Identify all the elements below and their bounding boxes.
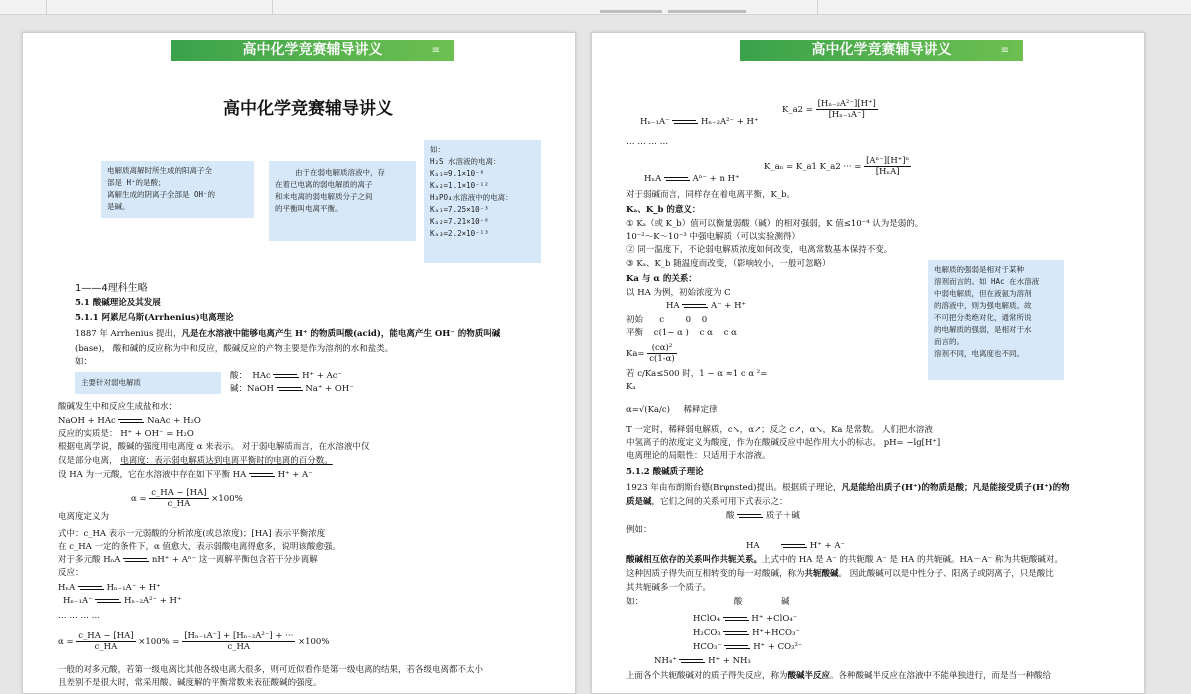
paragraph-line: 一般的对多元酸，若第一级电离比其他各级电离大很多，则可近似看作是第一级电离的结果，若各级电离都不太小 [58,665,484,675]
subsubsection-heading: 5.1.2 酸碱质子理论 [626,467,704,477]
table-row: 平衡 c(1− α ) c α c α [626,328,737,338]
equilibrium-arrow [672,119,698,125]
formula-ka: Ka= $\frac{\text{(cα)²}}{c(1-\alpha)}$ [626,343,675,364]
subsection-heading: 5.1 酸碱理论及其发展 [75,298,161,308]
equilibrium-arrow [723,616,749,622]
subsection-heading: Kₐ、K_b 的意义： [626,205,701,215]
formula-multibasic-ionization: α = $\frac{c\_HA - [HA]}{c\_HA}$ ×100% = $\frac{\text{[Hₙ₋₁A⁻] + [Hₙ₋₂A²⁻] + ···}}{c\_HA}$ ×100% [58,631,330,652]
margin-note-ionization-equilibrium: 由于在弱电解质溶液中，存 在着已电离的弱电解质的离子 和未电离的弱电解质分子之间 的平衡叫电离平衡。 [269,161,416,241]
paragraph-line: 以 HA 为例，初始浓度为 C [626,288,731,298]
banner-title: 高中化学竞赛辅导讲义 [242,42,383,58]
equation-step-1: HₙA Hₙ₋₁A⁻ + H⁺ [58,583,161,593]
paragraph-line: 酸碱发生中和反应生成盐和水： [58,402,178,412]
subsubsection-heading: 5.1.1 阿累尼乌斯(Arrhenius)电离理论 [75,313,234,323]
paragraph-line: 反应： [58,568,84,578]
equilibrium-arrow [78,585,104,591]
paragraph-line: 1887 年 Arrhenius 提出，凡是在水溶液中能够电离产生 H⁺ 的物质叫酸(acid)，能电离产生 OH⁻ 的物质叫碱 [75,329,501,339]
paragraph-line: 电离理论的局限性：只适用于水溶液。 [626,451,771,461]
equilibrium-arrow [123,557,149,563]
table-header: 如： 酸 碱 [626,597,790,607]
formula-dilution-law: α=√(Ka/c) 稀释定律 [626,405,718,415]
toolbar-indicator [668,10,746,13]
paragraph-line: 设 HA 为一元酸，它在水溶液中存在如下平衡 HA H⁺ + A⁻ [58,470,313,480]
equilibrium-arrow [737,513,763,519]
equation-base: 碱：NaOH Na⁺ + OH⁻ [230,384,354,394]
equilibrium-arrow [682,303,708,309]
paragraph-line: 酸碱相互依存的关系叫作共轭关系。上式中的 HA 是 A⁻ 的共轭酸 A⁻ 是 HA 的共轭碱。HA－A⁻ 称为共轭酸碱对。 [626,555,1063,565]
equilibrium-arrow [723,630,749,636]
paragraph-line: 仅是部分电离， 电离度：表示弱电解质达到电离平衡时的电离的百分数。 [58,456,333,466]
menu-icon: ≡ [1000,45,1009,56]
equilibrium-arrow [118,418,144,424]
page-title: 高中化学竞赛辅导讲义 [223,99,393,119]
paragraph-line: 式中：c_HA 表示一元弱酸的分析浓度(或总浓度)；[HA] 表示平衡浓度 [58,529,326,539]
formula-ka2: K_a2 = $\frac{\text{[Hₙ₋₂A²⁻][H⁺]}}{\text{[Hₙ₋₁A⁻]}}$ [782,99,876,120]
paragraph-line: 上面各个共轭酸碱对的质子得失反应，称为酸碱半反应。各种酸碱半反应在溶液中不能单独进行，而是当一种酸给 [626,671,1052,681]
equation-acid: 酸： HAc H⁺ + Ac⁻ [230,371,342,381]
equilibrium-arrow [273,373,299,379]
equilibrium-arrow [724,644,750,650]
paragraph-line: 反应的实质是： H⁺ + OH⁻ = H₂O [58,429,194,439]
toolbar-section[interactable] [46,0,273,14]
equilibrium-arrow [95,598,121,604]
paragraph-line: 对于多元酸 HₙA nH⁺ + Aⁿ⁻ 这一离解平衡包含若干分步离解 [58,555,318,565]
paragraph-line: 对于弱碱而言，同样存在着电离平衡，K_b。 [626,190,796,200]
equilibrium-arrow [277,386,303,392]
equation-row: H₂CO₃ H⁺+HCO₃⁻ [693,628,800,638]
paragraph-line: ③ Kₐ、K_b 随温度而改变，（影响较小，一般可忽略） [626,259,831,269]
margin-note-acid-definition: 电解质离解时所生成的阳离子全 部是 H⁺的是酸； 离解生成的阴离子全部是 OH⁻的 是碱。 [101,161,254,218]
table-row: 初始 c 0 0 [626,315,708,325]
paragraph-line: ① Kₐ（或 K_b）值可以衡量弱酸（碱）的相对强弱，K 值≤10⁻⁴ 认为是弱的。 [626,219,924,229]
page-header-banner [740,40,1023,61]
page-header-banner [171,40,454,61]
ellipsis: … … … … [626,137,669,147]
equation-row: HCO₃⁻ H⁺ + CO₃²⁻ [693,642,803,652]
equilibrium-arrow [781,543,807,549]
equation-step-2: Hₙ₋₁A⁻ Hₙ₋₂A²⁻ + H⁺ [640,117,759,127]
paragraph-line: 1923 年由布朗斯台德(Brφnsted)提出。根据质子理论，凡是能给出质子(H⁺)的物质是酸；凡是能接受质子(H⁺)的物 [626,483,1070,493]
equilibrium-arrow [664,176,690,182]
equation-row: HClO₄ H⁺ +ClO₄⁻ [693,614,798,624]
paragraph-line: 如： [75,357,93,367]
paragraph-line: 在 c_HA 一定的条件下，α 值愈大，表示弱酸电离得愈多，说明该酸愈强。 [58,542,341,552]
equation-overall: HₙA Aⁿ⁻ + n H⁺ [644,174,740,184]
top-toolbar [0,0,1191,15]
margin-note-ionization-constants: 如： H₂S 水溶液的电离： Kₐ₁=9.1×10⁻⁸ Kₐ₂=1.1×10⁻¹² H₃PO₄水溶液中的电离： Kₐ₁=7.25×10⁻³ Kₐ₂=7.21×10⁻⁸ Kₐ₃=2.2×10⁻¹³ [424,140,541,263]
formula-ionization-degree: α = $\frac{c\_HA - [HA]}{c\_HA}$ ×100% [131,488,243,509]
paragraph-line: 10⁻²～K～10⁻³ 中强电解质（可以实验测得） [626,232,800,242]
equation-ha-example: HA H⁺ + A⁻ [746,541,845,551]
paragraph-line: 电离度定义为 [58,512,110,522]
paragraph-line: 中氢离子的浓度定义为酸度，作为在酸碱反应中起作用大小的标志。 pH= −lg[H⁺] [626,438,941,448]
menu-icon: ≡ [431,45,440,56]
equation-proton: 酸 质子＋碱 [726,511,800,521]
equation-neutralization: NaOH + HAc NaAc + H₂O [58,416,201,426]
formula-kan: K_aₙ = K_a1 K_a2 ··· = $\frac{\text{[Aⁿ⁻][H⁺]ⁿ}}{\text{[HₙA]}}$ [764,156,910,177]
paragraph-line: T 一定时，稀释弱电解质，c↘，α↗；反之 c↗，α↘，Ka 是常数。 人们把水溶液 [626,425,933,435]
paragraph-line: 这种因质子得失而互相转变的每一对酸碱，称为共轭酸碱。 因此酸碱可以是中性分子、阳离子或阴离子，只是酸比 [626,569,1054,579]
paragraph-line: 且差别不是很大时，常采用酸、碱度解的平衡常数来表征酸碱的强度。 [58,678,322,688]
equilibrium-arrow [249,472,275,478]
subsection-heading: Ka 与 α 的关系： [626,274,697,284]
paragraph-line: 若 c/Ka≤500 时，1 − α ≈1 c α ²= [626,369,768,379]
document-page-1 [22,32,576,694]
document-page-2 [591,32,1145,694]
equation-row: NH₄⁺ H⁺ + NH₃ [654,656,751,666]
equilibrium-arrow [679,658,705,664]
paragraph-line: 质是碱，它们之间的关系可用下式表示之： [626,497,788,507]
paragraph-line: Kₐ [626,382,636,392]
equation-ha: HA A⁻ + H⁺ [666,301,747,311]
ellipsis: … … … … [58,611,101,621]
margin-note-weak-electrolyte: 主要针对弱电解质 [75,372,221,394]
paragraph-line: 例如： [626,525,652,535]
paragraph-line: 其共轭碱多一个质子。 [626,583,712,593]
margin-note-relative-strength: 电解质的强弱是相对于某种 溶剂而言的。如 HAc 在水溶液 中弱电解质，但在液氨为溶剂 的溶液中，则为强电解质。故 不可把分类绝对化，通常所说 的电解质的强弱，是相对于水 而言的。 溶剂不同，电离度也不同。 [928,260,1064,380]
banner-title: 高中化学竞赛辅导讲义 [811,42,952,58]
paragraph-line: (base)， 酸和碱的反应称为中和反应，酸碱反应的产物主要是作为溶剂的水和盐类。 [75,344,394,354]
equation-step-2: Hₙ₋₁A⁻ Hₙ₋₂A²⁻ + H⁺ [63,596,182,606]
paragraph-line: 根据电离学说，酸碱的强度用电离度 α 来表示。 对于弱电解质而言，在水溶液中仅 [58,442,370,452]
toolbar-section[interactable] [0,0,47,14]
toolbar-indicator [600,10,662,13]
section-heading: 1——4理科生略 [75,283,148,294]
paragraph-line: ② 同一温度下，不论弱电解质浓度如何改变，电离常数基本保持不变。 [626,245,893,255]
